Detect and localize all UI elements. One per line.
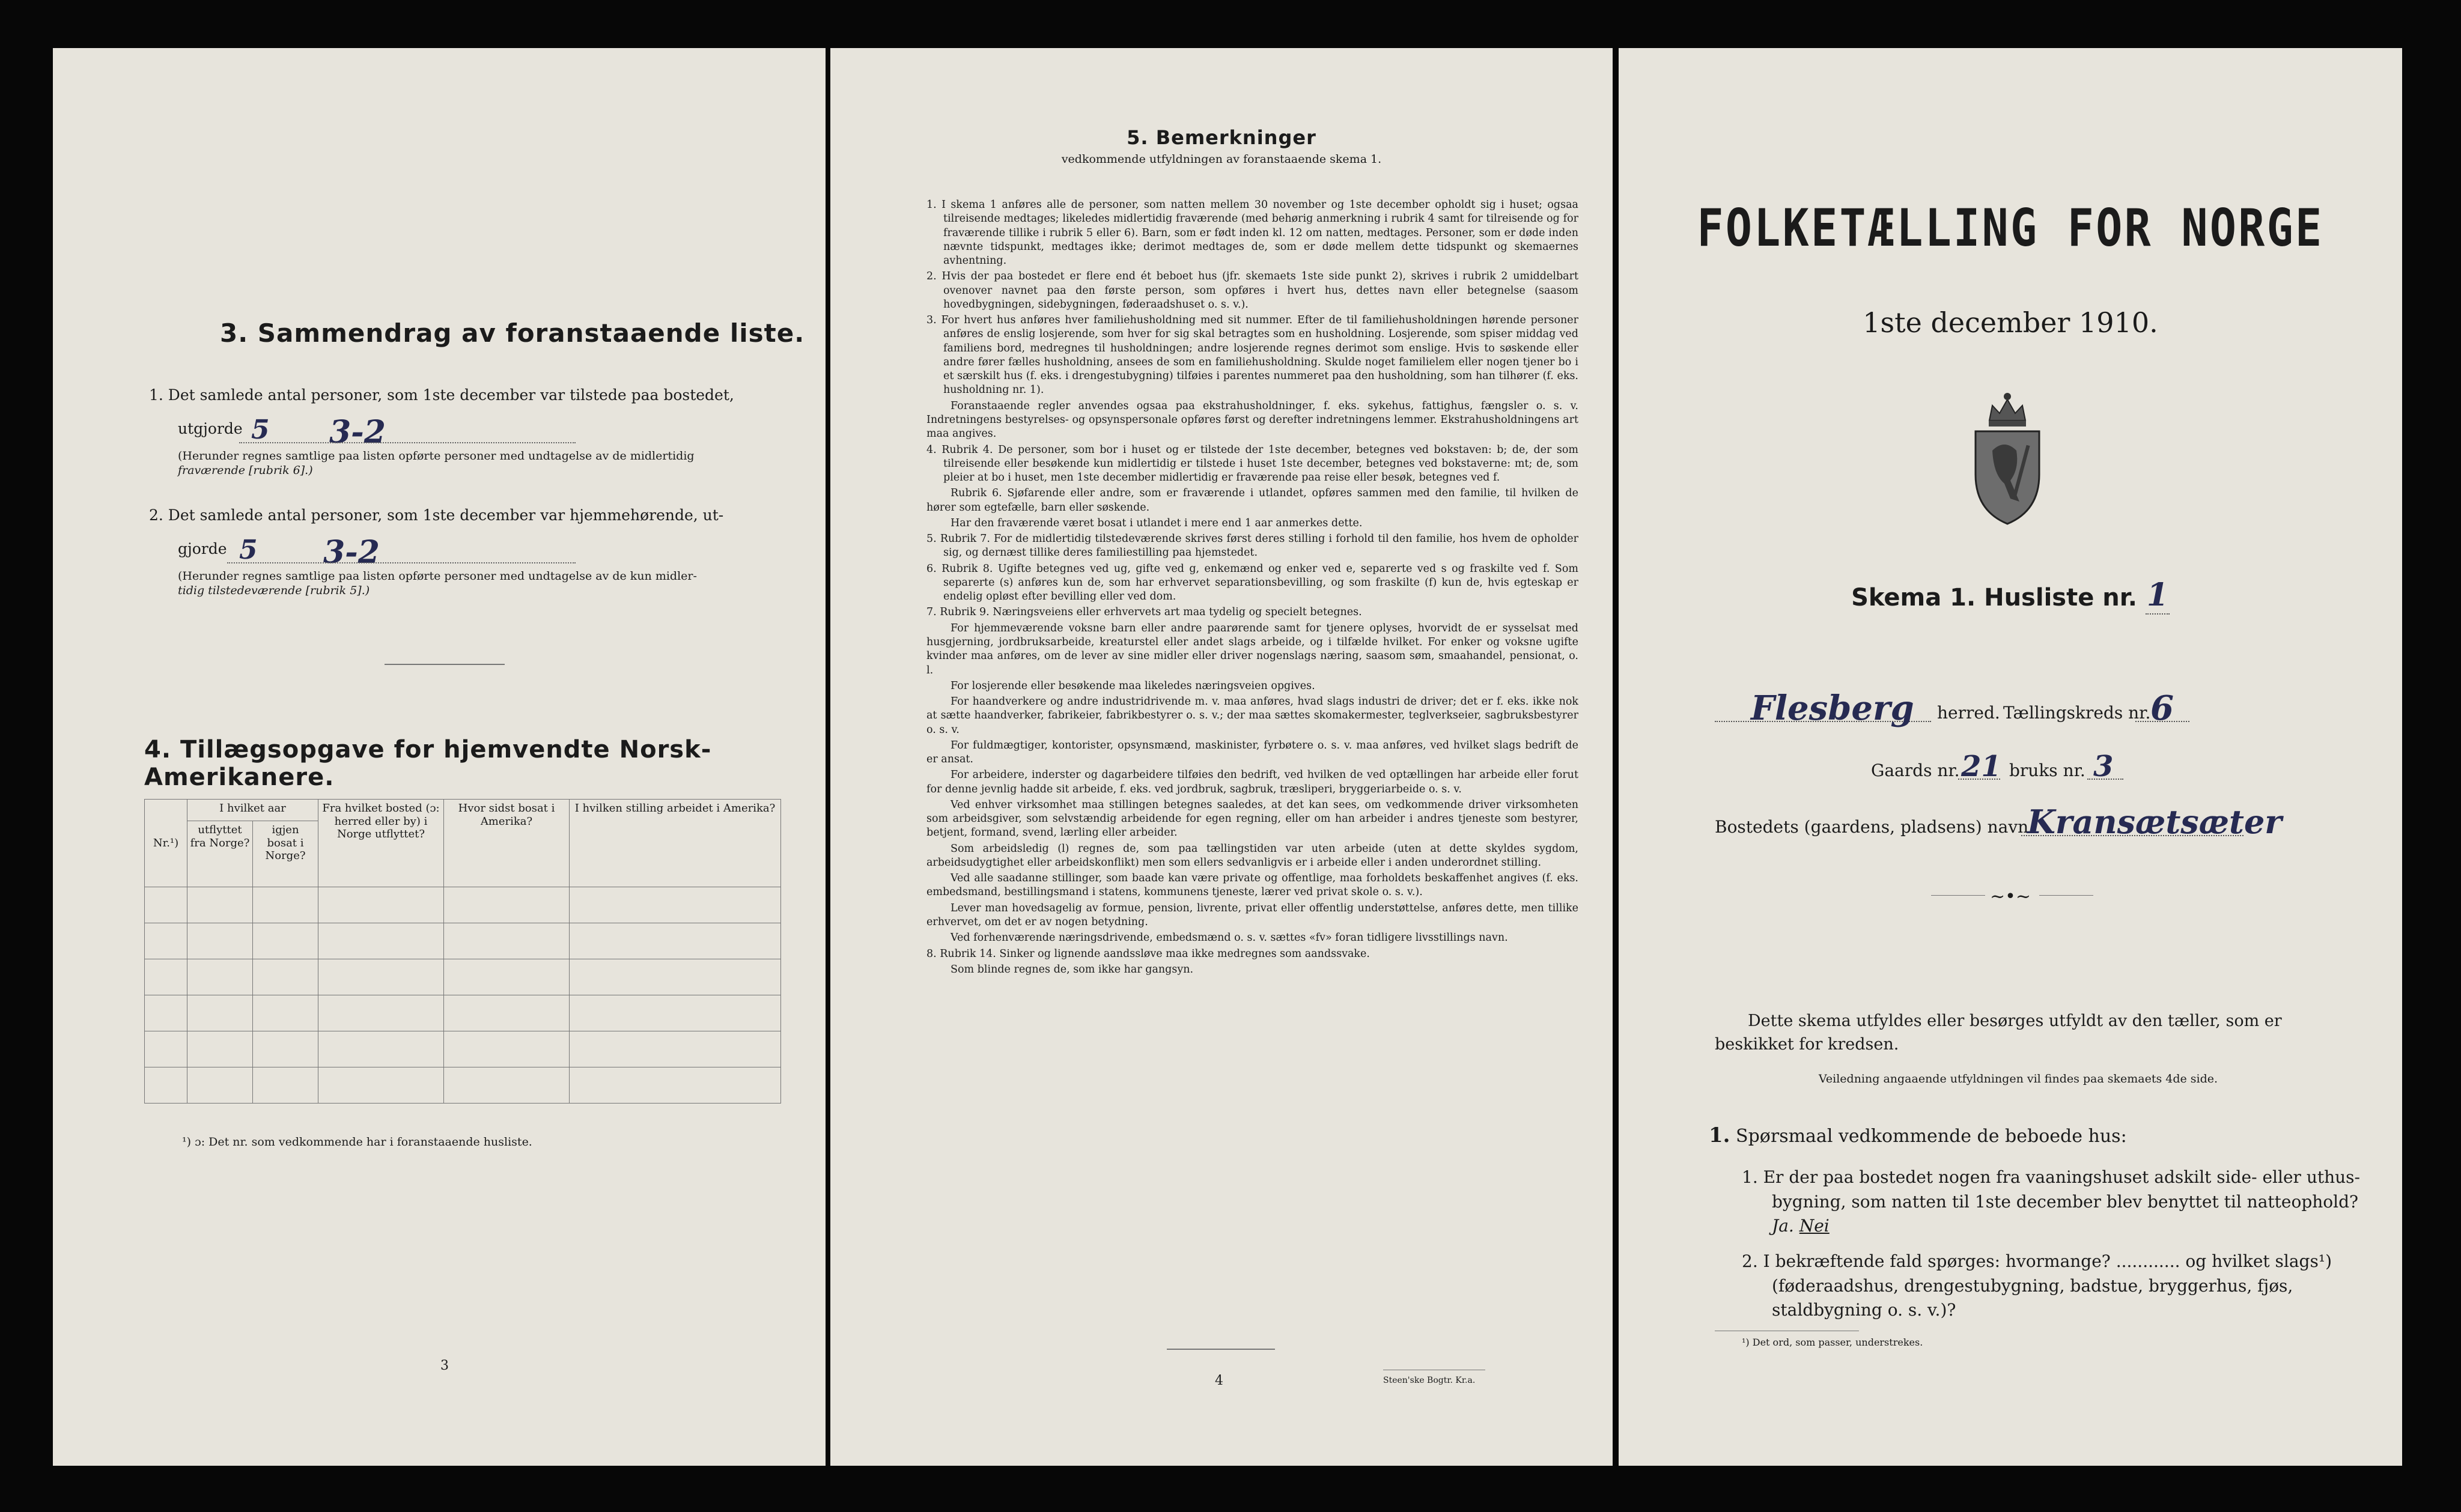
bottom-rule [1167, 1349, 1275, 1350]
remark-paragraph: Foranstaaende regler anvendes ogsaa paa ekstrahusholdninger, f. eks. sykehus, fattighus, fængsler o. s. v. Indretningens bestyrelses- og opsynspersonale opføres først og derefter indretningens lemmer. Ekstrahusholdningens art maa angives. [926, 399, 1578, 440]
summary-item-1-dotted-line [239, 442, 576, 443]
summary-item-2-note-line2: tidig tilstedeværende [rubrik 5].) [178, 584, 370, 597]
remark-paragraph: For arbeidere, inderster og dagarbeidere tilføies den bedrift, ved hvilken de ved optællingen har arbeide eller forut for denne jevnlig hadde sit arbeide, f. eks. ved jordbruk, sagbruk, træsliperi, bryggeriarbeide o. s. v. [926, 769, 1578, 795]
remark-paragraph: Som blinde regnes de, som ikke har gangsyn. [951, 963, 1194, 976]
remark-paragraph: Ved forhenværende næringsdrivende, embedsmænd o. s. v. sættes «fv» foran tidligere livsstillings navn. [951, 932, 1508, 944]
ornament-rule-right [2039, 895, 2093, 896]
questions-heading [1709, 1123, 2127, 1147]
footnote: ¹) Det ord, som passer, understrekes. [1742, 1337, 1923, 1348]
col-igjen: igjen bosat i Norge? [253, 821, 318, 887]
bosted-name: Kransætsæter [2027, 803, 2282, 841]
remark-paragraph: For haandverkere og andre industridrivende m. v. maa anføres, hvad slags industri de driver; det er f. eks. ikke nok at sætte haandverker, fabrikeier, fabrikbestyrer o. s. v.; der maa sættes skomakermester, teglverkseier, sagbruksbestyrer o. s. v. [926, 696, 1578, 736]
summary-item-2 [149, 505, 810, 598]
gaards-label: Gaards nr. [1871, 761, 1960, 780]
summary-item-1-note-line2: fraværende [rubrik 6].) [178, 464, 313, 477]
ornament-icon: ~•~ [1990, 886, 2031, 907]
col-nr: Nr.¹) [145, 800, 187, 887]
remark-paragraph: Ved alle saadanne stillinger, som baade kan være private og offentlige, maa forholdets beskaffenhet angives (f. eks. embedsmand, bestillingsmand i statens, kommunens tjeneste, lærer ved privat skole o. s. v.). [926, 872, 1578, 899]
bruks-label: bruks nr. [2009, 761, 2085, 780]
section-4-title: 4. Tillægsopgave for hjemvendte Norsk-Amerikanere. [144, 736, 712, 791]
remark-paragraph: 2. Hvis der paa bostedet er flere end ét beboet hus (jfr. skemaets 1ste side punkt 2), skrives i rubrik 2 umiddelbart ovenover navnet paa den første person, som opføres i hvert hus, dettes navn eller betegnelse (saasom hovedbygningen, sidebygningen, føderaadshuset o. s. v.). [926, 270, 1578, 311]
cover-title-wrap [1619, 198, 2402, 258]
skema-line [1619, 577, 2402, 615]
herred-label: herred. [1937, 703, 2000, 723]
skema-label: Skema 1. Husliste nr. [1851, 584, 2137, 612]
intro-guidance: Veiledning angaaende utfyldningen vil findes paa skemaets 4de side. [1818, 1072, 2218, 1085]
summary-item-2-note-line1: (Herunder regnes samtlige paa listen opførte personer med undtagelse av de kun midler- [178, 569, 697, 583]
printer-mark: Steen'ske Bogtr. Kr.a. [1383, 1376, 1476, 1385]
table-row [145, 1067, 781, 1104]
remarks-header [830, 126, 1613, 167]
summary-item-2-prefix: gjorde [178, 540, 227, 558]
summary-item-2-hand-split: 3-2 [323, 534, 380, 571]
section-3-title: 3. Sammendrag av foranstaaende liste. [220, 318, 805, 348]
summary-item-1-text: 1. Det samlede antal personer, som 1ste december var tilstede paa bostedet, [149, 386, 734, 404]
remark-paragraph: 7. Rubrik 9. Næringsveiens eller erhvervets art maa tydelig og specielt betegnes. [926, 606, 1362, 619]
page-number: 3 [440, 1358, 449, 1373]
col-aar-group: I hvilket aar [187, 800, 318, 821]
col-utflyttet: utflyttet fra Norge? [187, 821, 253, 887]
remarks-list [926, 198, 1578, 979]
table-footnote: ¹) ɔ: Det nr. som vedkommende har i foranstaaende husliste. [182, 1135, 532, 1149]
page-1-cover [1619, 48, 2402, 1466]
remark-paragraph: For hjemmeværende voksne barn eller andre paarørende samt for tjenere oplyses, hvorvidt de er sysselsat med husgjerning, jordbruksarbeide, kreaturstel eller andet slags arbeide, og i tilfælde hvilket. For enker og voksne ugifte kvinder maa anføres, om de lever av sine midler eller driver nogenslags næring, saasom søm, smaahandel, pensionat, o. l. [926, 622, 1578, 676]
table-row [145, 1031, 781, 1067]
bosted-line [1715, 803, 2376, 847]
separator-rule [385, 664, 505, 665]
answer-ja: Ja. [1772, 1216, 1794, 1236]
norsk-amerikanere-table [144, 799, 781, 1104]
remarks-subtitle: vedkommende utfyldningen av foranstaaende skema 1. [1061, 153, 1382, 166]
census-date: 1ste december 1910. [1863, 306, 2158, 339]
col-amerika: Hvor sidst bosat i Amerika? [444, 800, 570, 887]
remark-paragraph: 5. Rubrik 7. For de midlertidig tilstedeværende skrives først deres stilling i forhold til den familie, hos hvem de opholder sig, og dernæst tillike deres familiestilling paa hjemstedet. [926, 533, 1578, 559]
herred-name: Flesberg [1751, 688, 1914, 728]
bosted-label: Bostedets (gaardens, pladsens) navn [1715, 817, 2029, 837]
summary-item-1-prefix: utgjorde [178, 420, 243, 438]
summary-item-1-hand-split: 3-2 [329, 414, 386, 451]
coat-of-arms-icon [1962, 384, 2052, 529]
summary-item-1-note-line1: (Herunder regnes samtlige paa listen opførte personer med undtagelse av de midlertidig [178, 449, 695, 463]
intro-text: Dette skema utfyldes eller besørges utfyldt av den tæller, som er beskikket for kredsen. [1715, 1012, 2282, 1054]
remark-paragraph: Rubrik 6. Sjøfarende eller andre, som er fraværende i utlandet, opføres sammen med den familie, til hvilken de hører som egtefælle, barn eller søskende. [926, 487, 1578, 514]
remark-paragraph: Som arbeidsledig (l) regnes de, som paa tællingstiden var uten arbeide (uten at dette skyldes sygdom, arbeidsudygtighet eller arbeidskonflikt) men som ellers sedvanligvis er i arbeide eller i anden underordnet stilling. [926, 842, 1578, 869]
remark-paragraph: 4. Rubrik 4. De personer, som bor i huset og er tilstede der 1ste december, betegnes ved bokstaven: b; de, der som tilreisende eller besøkende kun midlertidig er tilstede i huset 1ste december, betegnes ved bokstaverne: mt; de, som pleier at bo i huset, men 1ste december midlertidig er fraværende paa reise eller besøk, betegnes ved f. [926, 443, 1578, 484]
summary-item-2-dotted-line [227, 562, 576, 563]
kreds-label: Tællingskreds nr. [2003, 703, 2151, 723]
table-row [145, 959, 781, 995]
herred-line [1715, 688, 2376, 733]
bruks-number: 3 [2093, 750, 2114, 783]
page-remarks [830, 48, 1613, 1466]
answer-nei: Nei [1799, 1216, 1830, 1236]
remark-paragraph: 8. Rubrik 14. Sinker og lignende aandssløve maa ikke medregnes som aandssvake. [926, 947, 1370, 960]
remark-paragraph: 6. Rubrik 8. Ugifte betegnes ved ug, gifte ved g, enkemænd og enker ved e, separerte ved s og fraskilte ved f. Som separerte (s) anføres kun de, som har erhvervet separationsbevilling, og som fraskilte (f) kun de, hvis egteskap er endelig opløst efter bevilling eller ved dom. [926, 562, 1578, 603]
remark-paragraph: For losjerende eller besøkende maa likeledes næringsveien opgives. [951, 679, 1315, 692]
remark-paragraph: For fuldmægtiger, kontorister, opsynsmænd, maskinister, fyrbøtere o. s. v. maa anføres, ved hvilket slags bedrift de er ansat. [926, 739, 1578, 766]
summary-item-1-note [178, 449, 810, 478]
kreds-number: 6 [2150, 688, 2174, 728]
page-number: 4 [1215, 1373, 1223, 1388]
question-2: 2. I bekræftende fald spørges: hvormange? ............ og hvilket slags¹) (føderaadshus, drengestubygning, badstue, bryggerhus, fjøs, staldbygning o. s. v.)? [1742, 1251, 2332, 1320]
remark-paragraph: Ved enhver virksomhet maa stillingen betegnes saaledes, at det kan sees, om vedkommende driver virksomheten som arbeidsgiver, som selvstændig arbeidende for egen regning, eller om han arbeider i andres tjeneste som bestyrer, betjent, formand, svend, lærling eller arbeider. [926, 798, 1578, 839]
summary-item-1 [149, 384, 810, 478]
remark-paragraph: 3. For hvert hus anføres hver familiehusholdning med sit nummer. Efter de til familiehusholdningen hørende personer anføres de enslig losjerende, som hver for sig skal betragtes som en husholdning. Losjerende, som spiser middag ved familiens bord, medregnes til husholdningen; andre losjerende regnes derimot som enslige. Hvis to søskende eller andre fører fælles husholdning, ansees de som en familiehusholdning. Skulde noget familielem eller nogen tjener bo i et særskilt hus (f. eks. i drengestubygning) tilføies i parentes nummeret paa den husholdning, som han tilhører (f. eks. husholdning nr. 1). [926, 314, 1578, 396]
ornament-rule-left [1931, 895, 1985, 896]
table-row [145, 887, 781, 923]
table-row [145, 995, 781, 1031]
summary-item-2-text: 2. Det samlede antal personer, som 1ste december var hjemmehørende, ut- [149, 506, 724, 524]
col-stilling: I hvilken stilling arbeidet i Amerika? [570, 800, 781, 887]
col-herred: Fra hvilket bosted (ɔ: herred eller by) i Norge utflyttet? [318, 800, 444, 887]
questions-heading-number: 1. [1709, 1123, 1730, 1147]
questions-heading-text: Spørsmaal vedkommende de beboede hus: [1736, 1126, 2127, 1147]
remark-paragraph: Lever man hovedsagelig av formue, pension, livrente, privat eller offentlig understøttelse, anføres dette, men tillike erhvervet, om det er av nogen betydning. [926, 902, 1578, 929]
gaards-line [1871, 750, 2231, 793]
remark-paragraph: Har den fraværende været bosat i utlandet i mere end 1 aar anmerkes dette. [951, 517, 1363, 529]
summary-item-2-hand-total: 5 [239, 535, 258, 566]
question-1 [1742, 1165, 2373, 1239]
summary-item-2-note [178, 569, 810, 598]
husliste-number: 1 [2146, 577, 2168, 613]
summary-item-1-hand-total: 5 [251, 414, 270, 446]
cover-title: FOLKETÆLLING FOR NORGE [1697, 198, 2324, 258]
page-3 [53, 48, 826, 1466]
question-1-text: 1. Er der paa bostedet nogen fra vaaningshuset adskilt side- eller uthus-bygning, som natten til 1ste december blev benyttet til natteophold? [1742, 1167, 2360, 1212]
table-row [145, 923, 781, 959]
remarks-title: 5. Bemerkninger [1127, 126, 1316, 149]
gaards-number: 21 [1961, 750, 2001, 783]
remark-paragraph: 1. I skema 1 anføres alle de personer, som natten mellem 30 november og 1ste december opholdt sig i huset; ogsaa tilreisende medtages; likeledes midlertidig fraværende (med behørig anmerkning i rubrik 4 samt for tilreisende og for fraværende tillike i rubrik 5 eller 6). Barn, som er født inden kl. 12 om natten, medtages. Personer, som er døde inden nævnte tidspunkt, medtages ikke; derimot medtages de, som er døde mellem dette tidspunkt og skemaernes avhentning. [926, 199, 1578, 267]
